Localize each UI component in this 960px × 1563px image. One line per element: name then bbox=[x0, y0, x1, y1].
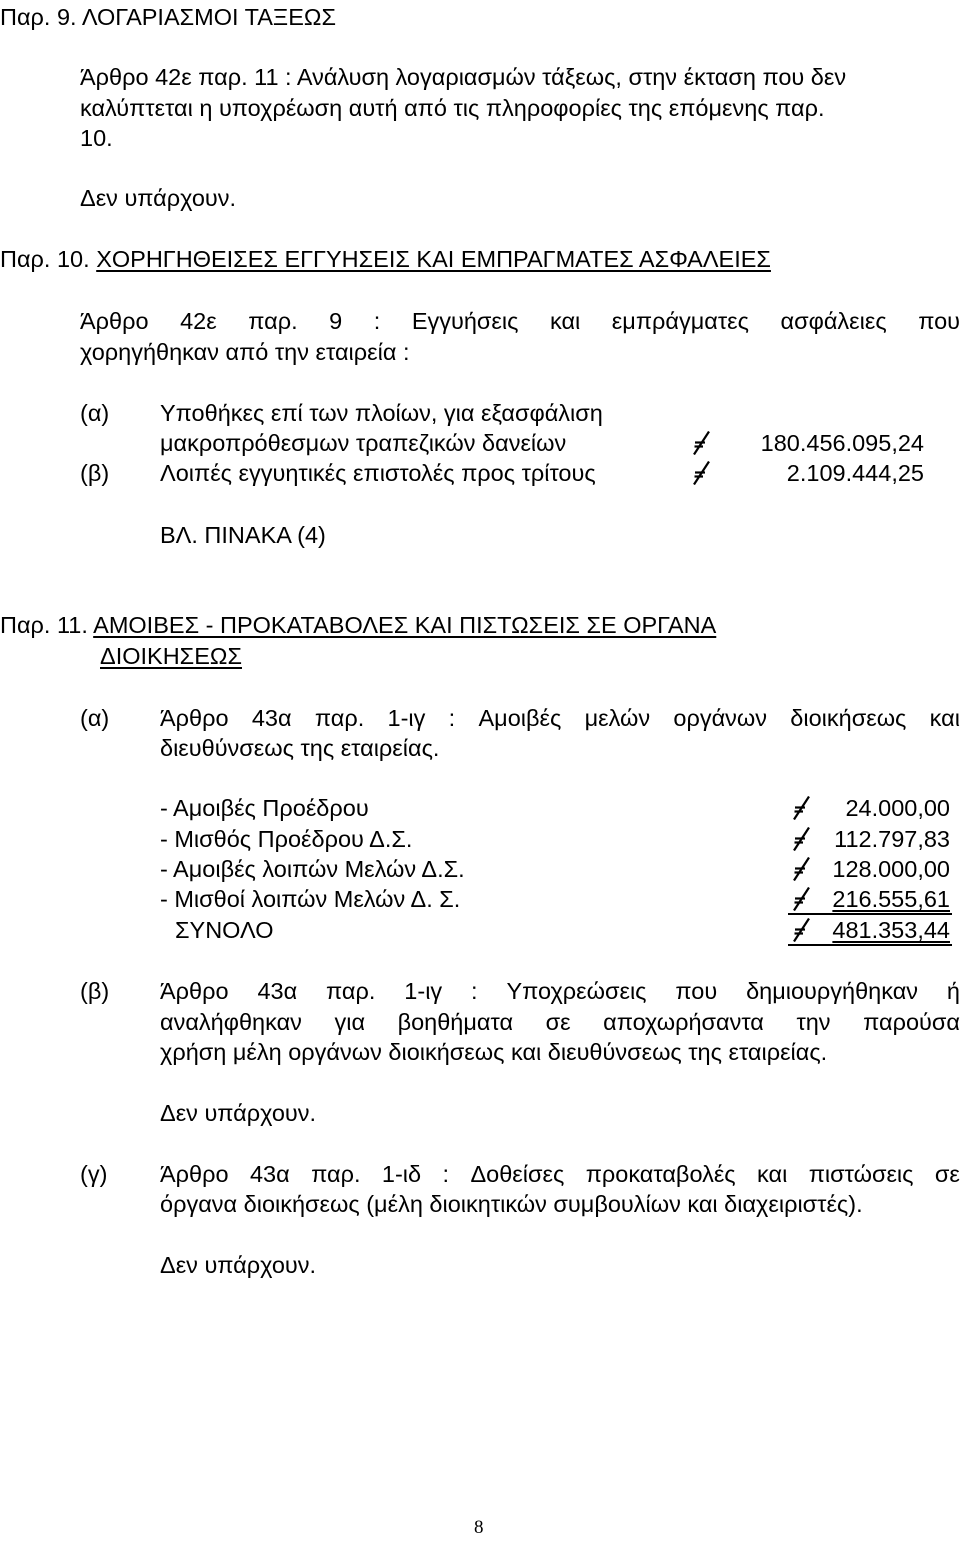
euro-sign-icon bbox=[793, 827, 810, 851]
par11-c-text-word: 1-ιδ bbox=[381, 1161, 422, 1187]
par11-heading-prefix: Παρ. 11. bbox=[0, 612, 88, 638]
euro-sign-icon bbox=[793, 887, 810, 911]
par11-a-text-word: και bbox=[929, 705, 960, 731]
par11-c-text-word: : bbox=[442, 1161, 450, 1187]
par10-article-text-word: Εγγυήσεις bbox=[411, 308, 519, 334]
par11-c-text-word: σε bbox=[934, 1161, 960, 1187]
par11-c-marker: (γ) bbox=[80, 1161, 108, 1187]
page-number: 8 bbox=[474, 1517, 484, 1538]
par11-b-line2 bbox=[160, 1011, 960, 1035]
total-amount: 481.353,44 bbox=[832, 917, 950, 943]
par11-b-line1 bbox=[160, 980, 960, 1004]
remuneration-amount: 112.797,83 bbox=[834, 826, 950, 852]
par9-heading: Παρ. 9. ΛΟΓΑΡΙΑΣΜΟΙ ΤΑΞΕΩΣ bbox=[0, 4, 336, 30]
par9-none-text: Δεν υπάρχουν. bbox=[80, 185, 237, 211]
par11-a-line1 bbox=[160, 707, 960, 731]
par11-a-marker: (α) bbox=[80, 705, 110, 731]
par11-heading bbox=[0, 614, 716, 638]
par11-b-text-word: που bbox=[675, 978, 718, 1004]
par10-heading-prefix: Παρ. 10. bbox=[0, 246, 90, 272]
par10-reference: ΒΛ. ΠΙΝΑΚΑ (4) bbox=[160, 522, 326, 548]
par11-b-text-word: : bbox=[471, 978, 478, 1004]
par10-article-text-word: 42ε bbox=[180, 308, 217, 334]
par11-b-text-word: παρούσα bbox=[863, 1009, 960, 1035]
remuneration-label: - Αμοιβές λοιπών Μελών Δ.Σ. bbox=[160, 856, 465, 882]
par11-b-marker: (β) bbox=[80, 978, 110, 1004]
euro-sign-icon bbox=[693, 461, 710, 485]
remuneration-label: - Μισθός Προέδρου Δ.Σ. bbox=[160, 826, 413, 852]
par11-c-text-word: παρ. bbox=[311, 1161, 361, 1187]
par10-item-b-line1: Λοιπές εγγυητικές επιστολές προς τρίτους bbox=[160, 460, 596, 486]
par11-c-line1 bbox=[160, 1163, 960, 1187]
euro-sign-icon bbox=[693, 431, 710, 455]
par11-a-text-word: μελών bbox=[584, 705, 651, 731]
par11-a-text-word: Αμοιβές bbox=[478, 705, 562, 731]
remuneration-label: - Αμοιβές Προέδρου bbox=[160, 795, 369, 821]
par9-article-line1: Άρθρο 42ε παρ. 11 : Ανάλυση λογαριασμών τάξεως, στην έκταση που δεν bbox=[80, 64, 847, 90]
par11-b-text-word: αποχωρήσαντα bbox=[603, 1009, 764, 1035]
par10-heading bbox=[0, 248, 771, 272]
total-label: ΣΥΝΟΛΟ bbox=[175, 917, 274, 943]
par10-item-b-marker: (β) bbox=[80, 460, 110, 486]
remuneration-amount: 216.555,61 bbox=[832, 886, 950, 912]
par10-item-b-amount: 2.109.444,25 bbox=[786, 460, 924, 486]
par11-heading-title-line2: ΔΙΟΙΚΗΣΕΩΣ bbox=[100, 643, 242, 669]
par9-article-line2: καλύπτεται η υποχρέωση αυτή από τις πληροφορίες της επόμενης παρ. bbox=[80, 95, 825, 121]
par11-a-text-word: 43α bbox=[251, 705, 292, 731]
par11-b-text-word: ή bbox=[946, 978, 960, 1004]
total-rule bbox=[788, 944, 952, 946]
remuneration-label: - Μισθοί λοιπών Μελών Δ. Σ. bbox=[160, 886, 461, 912]
par11-b-line3: χρήση μέλη οργάνων διοικήσεως και διευθύνσεως της εταιρείας. bbox=[160, 1039, 828, 1065]
remuneration-amount: 128.000,00 bbox=[832, 856, 950, 882]
par10-item-a-marker: (α) bbox=[80, 400, 110, 426]
par9-article-line3: 10. bbox=[80, 125, 113, 151]
par10-heading-title: ΧΟΡΗΓΗΘΕΙΣΕΣ ΕΓΓΥΗΣΕΙΣ ΚΑΙ ΕΜΠΡΑΓΜΑΤΕΣ ΑΣΦΑΛΕΙΕΣ bbox=[96, 246, 771, 272]
par10-item-a-line1: Υποθήκες επί των πλοίων, για εξασφάλιση bbox=[160, 400, 603, 426]
par11-b-text-word: σε bbox=[545, 1009, 571, 1035]
subtotal-rule bbox=[788, 913, 952, 915]
par11-a-text-word: : bbox=[448, 705, 456, 731]
euro-sign-icon bbox=[793, 918, 810, 942]
par10-article-line2: χορηγήθηκαν από την εταιρεία : bbox=[80, 339, 410, 365]
euro-sign-icon bbox=[793, 796, 810, 820]
par11-b-none-text: Δεν υπάρχουν. bbox=[160, 1100, 317, 1126]
par11-b-text-word: για bbox=[334, 1009, 366, 1035]
par11-c-text-word: προκαταβολές bbox=[585, 1161, 736, 1187]
par11-b-text-word: δημιουργήθηκαν bbox=[746, 978, 919, 1004]
par11-b-text-word: Άρθρο bbox=[160, 978, 229, 1004]
par11-a-text-word: παρ. bbox=[314, 705, 365, 731]
par11-c-none-text: Δεν υπάρχουν. bbox=[160, 1252, 317, 1278]
par11-b-text-word: 43α bbox=[257, 978, 298, 1004]
par10-article-text-word: 9 bbox=[329, 308, 343, 334]
par11-a-text-word: 1-ιγ bbox=[387, 705, 426, 731]
par10-article-text-word: εμπράγματες bbox=[611, 308, 749, 334]
par11-b-text-word: Υποχρεώσεις bbox=[506, 978, 647, 1004]
par11-a-line2: διευθύνσεως της εταιρείας. bbox=[160, 735, 440, 761]
par11-c-text-word: Άρθρο bbox=[160, 1161, 229, 1187]
par11-c-line2: όργανα διοικήσεως (μέλη διοικητικών συμβουλίων και διαχειριστές). bbox=[160, 1191, 863, 1217]
par10-item-a-amount: 180.456.095,24 bbox=[760, 430, 924, 456]
par10-article-text-word: : bbox=[373, 308, 381, 334]
par10-item-a-line2: μακροπρόθεσμων τραπεζικών δανείων bbox=[160, 430, 567, 456]
par11-b-text-word: βοηθήματα bbox=[397, 1009, 514, 1035]
par11-a-text-word: διοικήσεως bbox=[790, 705, 907, 731]
par11-a-text-word: οργάνων bbox=[673, 705, 768, 731]
euro-sign-icon bbox=[793, 857, 810, 881]
par10-article-text-word: Άρθρο bbox=[80, 308, 149, 334]
par11-b-text-word: 1-ιγ bbox=[404, 978, 443, 1004]
par11-b-text-word: αναλήφθηκαν bbox=[160, 1009, 302, 1035]
par11-c-text-word: και bbox=[757, 1161, 788, 1187]
par10-article-line1 bbox=[80, 310, 960, 334]
par11-c-text-word: πιστώσεις bbox=[808, 1161, 914, 1187]
par11-b-text-word: την bbox=[796, 1009, 831, 1035]
par11-c-text-word: Δοθείσες bbox=[470, 1161, 565, 1187]
par10-article-text-word: παρ. bbox=[248, 308, 298, 334]
par10-article-text-word: που bbox=[918, 308, 960, 334]
par11-a-text-word: Άρθρο bbox=[160, 705, 229, 731]
par11-c-text-word: 43α bbox=[249, 1161, 290, 1187]
remuneration-amount: 24.000,00 bbox=[845, 795, 950, 821]
par11-heading-title-line1: ΑΜΟΙΒΕΣ - ΠΡΟΚΑΤΑΒΟΛΕΣ ΚΑΙ ΠΙΣΤΩΣΕΙΣ ΣΕ ΟΡΓΑΝΑ bbox=[93, 612, 717, 638]
par10-article-text-word: και bbox=[549, 308, 581, 334]
par11-b-text-word: παρ. bbox=[326, 978, 376, 1004]
par10-article-text-word: ασφάλειες bbox=[780, 308, 887, 334]
